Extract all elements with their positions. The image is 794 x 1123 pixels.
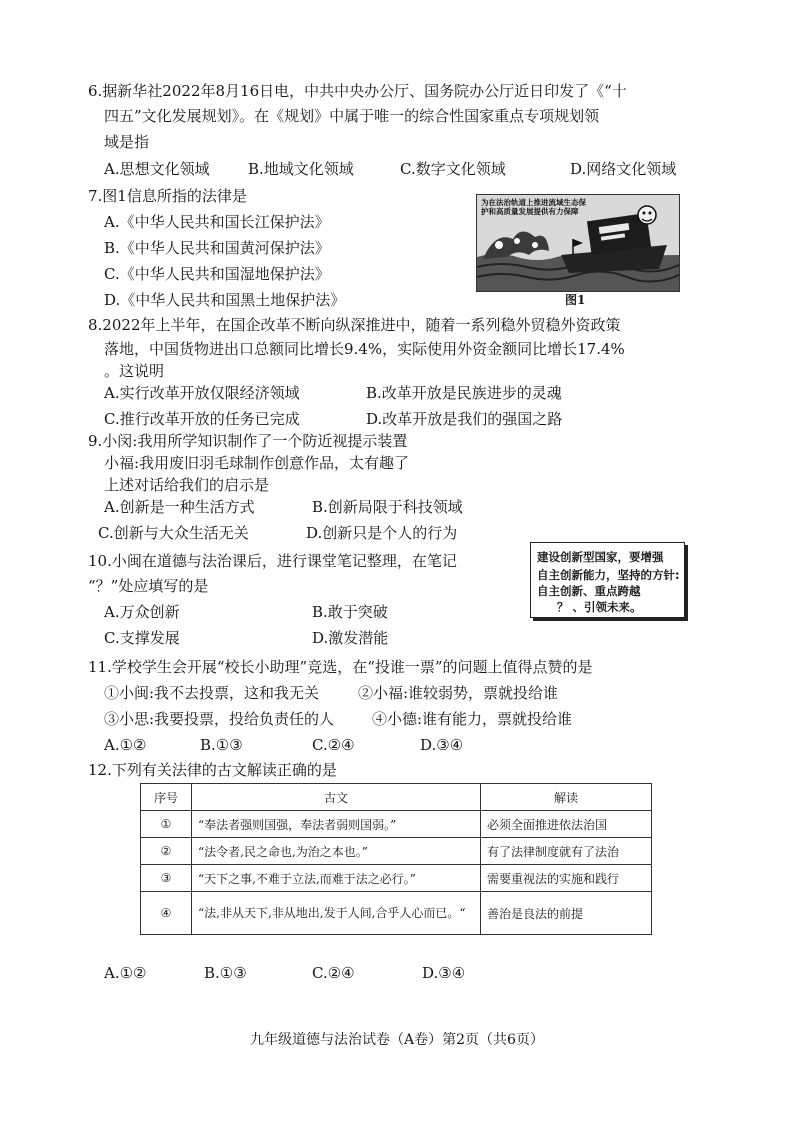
- q12-option-c[interactable]: C.②④: [312, 964, 355, 982]
- ancient-law-table: [140, 783, 652, 935]
- q6-line1: 6.据新华社2022年8月16日电，中共中央办公厅、国务院办公厅近日印发了《“十: [88, 82, 627, 100]
- q12-option-b[interactable]: B.①③: [204, 964, 247, 982]
- q9-option-a[interactable]: A.创新是一种生活方式: [104, 498, 255, 516]
- q8-option-b[interactable]: B.改革开放是民族进步的灵魂: [366, 384, 562, 402]
- figure-1-cartoon: [476, 194, 680, 292]
- row-ancient-text: “奉法者强则国强，奉法者弱则国弱。”: [192, 811, 481, 838]
- row-interpretation: 需要重视法的实施和践行: [481, 865, 652, 892]
- q10-line2: “？”处应填写的是: [88, 577, 209, 595]
- q11-option-c[interactable]: C.②④: [312, 736, 355, 754]
- q9-option-c[interactable]: C.创新与大众生活无关: [98, 524, 249, 542]
- q6-option-c[interactable]: C.数字文化领域: [400, 160, 506, 178]
- q8-option-a[interactable]: A.实行改革开放仅限经济领域: [104, 384, 300, 402]
- q12-option-a[interactable]: A.①②: [104, 964, 147, 982]
- q10-line1: 10.小闽在道德与法治课后，进行课堂笔记整理，在笔记: [88, 552, 457, 570]
- q11-option-d[interactable]: D.③④: [420, 736, 464, 754]
- q6-option-b[interactable]: B.地域文化领域: [248, 160, 354, 178]
- col-header-interpretation: 解读: [481, 784, 652, 811]
- q11-statement-4: ④小德:谁有能力，票就投给谁: [372, 710, 573, 728]
- q6-line3: 域是指: [104, 133, 150, 151]
- q9-line2: 小福:我用废旧羽毛球制作创意作品，太有趣了: [104, 454, 410, 472]
- q7-option-a[interactable]: A.《中华人民共和国长江保护法》: [104, 213, 330, 231]
- table-row: [141, 865, 652, 892]
- table-row: [141, 838, 652, 865]
- q11-option-a[interactable]: A.①②: [104, 736, 147, 754]
- q8-line3: 。这说明: [104, 362, 165, 380]
- q6-option-d[interactable]: D.网络文化领域: [570, 160, 677, 178]
- row-interpretation: 必须全面推进依法治国: [481, 811, 652, 838]
- q10-option-b[interactable]: B.敢于突破: [312, 603, 388, 621]
- table-row: [141, 892, 652, 935]
- col-header-ancient-text: 古文: [192, 784, 481, 811]
- q8-line1: 8.2022年上半年，在国企改革不断向纵深推进中，随着一系列稳外贸稳外资政策: [88, 316, 621, 334]
- q7-option-c[interactable]: C.《中华人民共和国湿地保护法》: [104, 265, 330, 283]
- class-notes-card: [530, 542, 685, 618]
- note-line-1: 建设创新型国家，要增强: [537, 550, 664, 564]
- q10-option-a[interactable]: A.万众创新: [104, 603, 180, 621]
- row-ancient-text: “法令者,民之命也,为治之本也。”: [192, 838, 481, 865]
- q11-statement-2: ②小福:谁较弱势，票就投给谁: [358, 684, 559, 702]
- q10-option-d[interactable]: D.激发潜能: [312, 629, 389, 647]
- row-ancient-text: “法,非从天下,非从地出,发于人间,合乎人心而已。“: [192, 892, 481, 935]
- river-ship-illustration: [477, 195, 679, 291]
- row-ancient-text: “天下之事,不难于立法,而难于法之必行。”: [192, 865, 481, 892]
- q7-stem: 7.图1信息所指的法律是: [88, 187, 247, 205]
- q10-option-c[interactable]: C.支撑发展: [104, 629, 180, 647]
- q12-option-d[interactable]: D.③④: [422, 964, 466, 982]
- row-number: ③: [141, 865, 192, 892]
- table-header-row: [141, 784, 652, 811]
- note-line-3: 自主创新、重点跨越: [537, 584, 641, 598]
- note-line-2: 自主创新能力，坚持的方针:: [537, 568, 680, 582]
- q11-stem: 11.学校学生会开展“校长小助理”竞选，在“投谁一票”的问题上值得点赞的是: [88, 658, 593, 676]
- row-interpretation: 有了法律制度就有了法治: [481, 838, 652, 865]
- page-footer: 九年级道德与法治试卷（A卷）第2页（共6页）: [250, 1032, 544, 1048]
- figure-1-caption: 图1: [565, 293, 586, 307]
- q11-statement-3: ③小思:我要投票，投给负责任的人: [104, 710, 335, 728]
- q8-option-c[interactable]: C.推行改革开放的任务已完成: [104, 410, 300, 428]
- q9-option-d[interactable]: D.创新只是个人的行为: [306, 524, 458, 542]
- table-row: [141, 811, 652, 838]
- q8-line2: 落地，中国货物进出口总额同比增长9.4%，实际使用外资金额同比增长17.4%: [104, 340, 625, 358]
- q11-option-b[interactable]: B.①③: [200, 736, 243, 754]
- q6-line2: 四五”文化发展规划》。在《规划》中属于唯一的综合性国家重点专项规划领: [104, 107, 600, 125]
- figure-1-banner: 为在法治轨道上推进流域生态保护和高质量发展提供有力保障: [481, 198, 586, 216]
- q7-option-d[interactable]: D.《中华人民共和国黑土地保护法》: [104, 291, 346, 309]
- q7-option-b[interactable]: B.《中华人民共和国黄河保护法》: [104, 239, 330, 257]
- row-number: ①: [141, 811, 192, 838]
- q11-statement-1: ①小闽:我不去投票，这和我无关: [104, 684, 320, 702]
- note-line-4: ？ 、引领未来。: [557, 600, 642, 614]
- q9-option-b[interactable]: B.创新局限于科技领域: [312, 498, 463, 516]
- row-interpretation: 善治是良法的前提: [481, 892, 652, 935]
- q9-line3: 上述对话给我们的启示是: [104, 476, 270, 494]
- row-number: ④: [141, 892, 192, 935]
- q9-line1: 9.小闵:我用所学知识制作了一个防近视提示装置: [88, 432, 408, 450]
- q6-option-a[interactable]: A.思想文化领域: [104, 160, 210, 178]
- q12-stem: 12.下列有关法律的古文解读正确的是: [88, 761, 337, 779]
- q8-option-d[interactable]: D.改革开放是我们的强国之路: [366, 410, 563, 428]
- col-header-number: 序号: [141, 784, 192, 811]
- row-number: ②: [141, 838, 192, 865]
